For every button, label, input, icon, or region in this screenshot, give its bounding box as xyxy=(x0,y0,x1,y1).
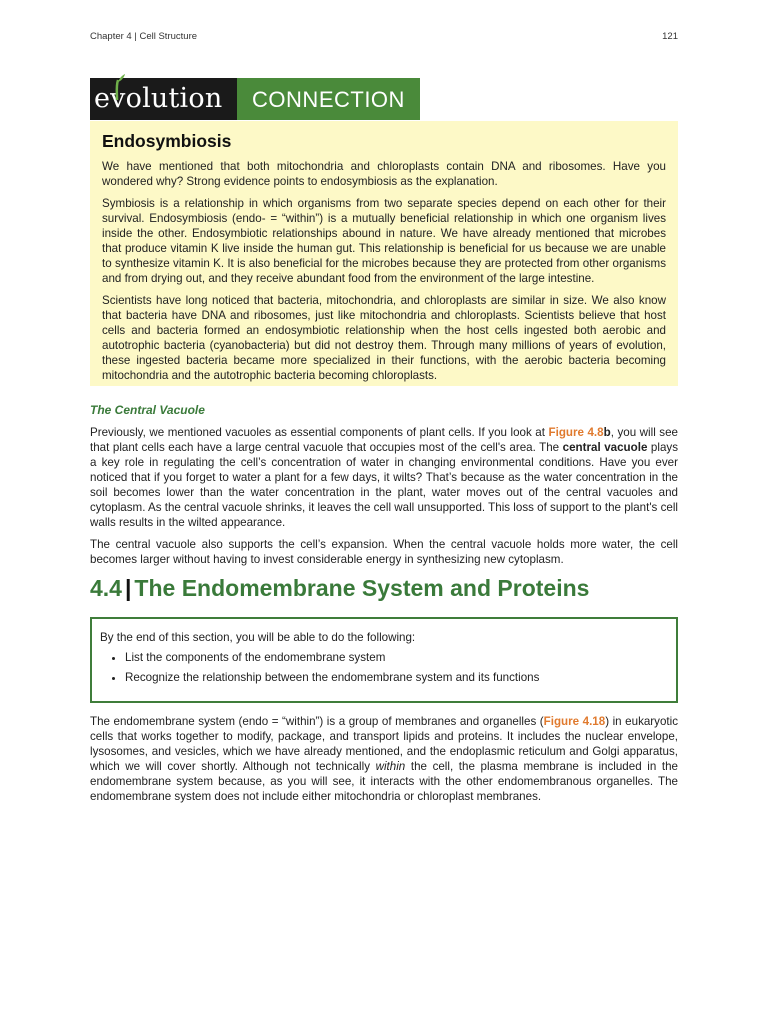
text-run: The endomembrane system (endo = “within”) is a group of membranes and organelles ( xyxy=(90,715,544,728)
text-run: b xyxy=(603,426,611,439)
section-name: The Endomembrane System and Proteins xyxy=(134,575,590,601)
objective-item: • Recognize the relationship between the endomembrane system and its functions xyxy=(125,670,668,685)
chapter-label: Chapter 4 | Cell Structure xyxy=(90,31,198,42)
endomembrane-paragraph xyxy=(90,714,678,804)
section-number: 4.4 xyxy=(90,575,122,601)
endosymbiosis-title: Endosymbiosis xyxy=(102,131,232,151)
sprout-icon xyxy=(108,74,126,100)
endomembrane-body xyxy=(90,714,678,811)
text-run: ) in eukaryotic cells that works together to modify, package, and transport lipids and proteins. It includes the nuclear envelope, lysosomes, and vesicles, which we have already mentioned, and the endoplasmic reticulum and Golgi apparatus, which we will cover shortly. Although not technically xyxy=(90,715,679,773)
objectives-intro: By the end of this section, you will be able to do the following: xyxy=(100,631,416,644)
page-number: 121 xyxy=(662,31,678,42)
figure-4-18-link[interactable]: Figure 4.18 xyxy=(543,715,606,728)
section-separator: | xyxy=(124,575,132,601)
objective-item: • List the components of the endomembrane system xyxy=(125,650,668,665)
text-run: plays a key role in regulating the cell’s concentration of water in changing environmental conditions. Have you ever noticed that if you forget to water a plant for a few days, it wilts? That’s because as the water concentration in the soil becomes lower than the water concentration in the plant, water moves out of the central vacuoles and cytoplasm. As the central vacuole shrinks, it leaves the cell wall unsupported. This loss of support to the plant's cell walls results in the wilted appearance. xyxy=(90,441,678,529)
running-header xyxy=(90,31,678,45)
section-title xyxy=(90,575,589,602)
central-vacuole-body xyxy=(90,425,678,574)
evolution-connection-box xyxy=(90,121,678,386)
evolution-connection-banner xyxy=(90,78,420,120)
objectives-list xyxy=(100,650,668,685)
central-vacuole-term: central vacuole xyxy=(562,441,648,454)
evolution-word: evolution xyxy=(94,83,223,114)
evolution-logo xyxy=(90,78,237,120)
central-vacuole-heading: The Central Vacuole xyxy=(90,403,205,417)
evo-paragraph: Symbiosis is a relationship in which organisms from two separate species depend on each other for their survival. Endosymbiosis (endo- = “within”) is a mutually beneficial relationship in which one organism lives inside the other. Endosymbiotic relationships abound in nature. We have already mentioned that microbes that produce vitamin K live inside the human gut. This relationship is beneficial for us because we are unable to synthesize vitamin K. It is also beneficial for the microbes because they are protected from other organisms and from drying out, and they receive abundant food from the environment of the large intestine. xyxy=(102,197,666,285)
figure-4-8-link[interactable]: Figure 4.8 xyxy=(548,426,604,439)
text-run: within xyxy=(375,760,406,773)
evo-paragraph: We have mentioned that both mitochondria and chloroplasts contain DNA and ribosomes. Have you wondered why? Strong evidence points to endosymbiosis as the explanation. xyxy=(102,160,666,188)
evo-paragraph: Scientists have long noticed that bacteria, mitochondria, and chloroplasts are similar in size. We also know that bacteria have DNA and ribosomes, just like mitochondria and chloroplasts. Scientists believe that host cells and bacteria formed an endosymbiotic relationship when the host cells ingested both aerobic and autotrophic bacteria (cyanobacteria) but did not destroy them. Through many millions of years of evolution, these ingested bacteria became more specialized in their functions, with the aerobic bacteria becoming mitochondria and the autotrophic bacteria becoming chloroplasts. xyxy=(102,294,666,382)
central-vacuole-paragraph-1 xyxy=(90,425,678,530)
central-vacuole-paragraph-2: The central vacuole also supports the cell’s expansion. When the central vacuole holds more water, the cell becomes larger without having to invest considerable energy in synthesizing new cytoplasm. xyxy=(90,538,678,566)
text-run: Previously, we mentioned vacuoles as essential components of plant cells. If you look at xyxy=(90,426,549,439)
connection-word: CONNECTION xyxy=(237,78,420,120)
text-run: the cell, the plasma membrane is included in the endomembrane system because, as you will see, it interacts with the other endomembranous organelles. The endomembrane system does not include either mitochondria or chloroplast membranes. xyxy=(90,760,678,803)
learning-objectives-box xyxy=(90,617,678,703)
text-run: , you will see that plant cells each have a large central vacuole that occupies most of the cell's area. The xyxy=(90,426,678,454)
